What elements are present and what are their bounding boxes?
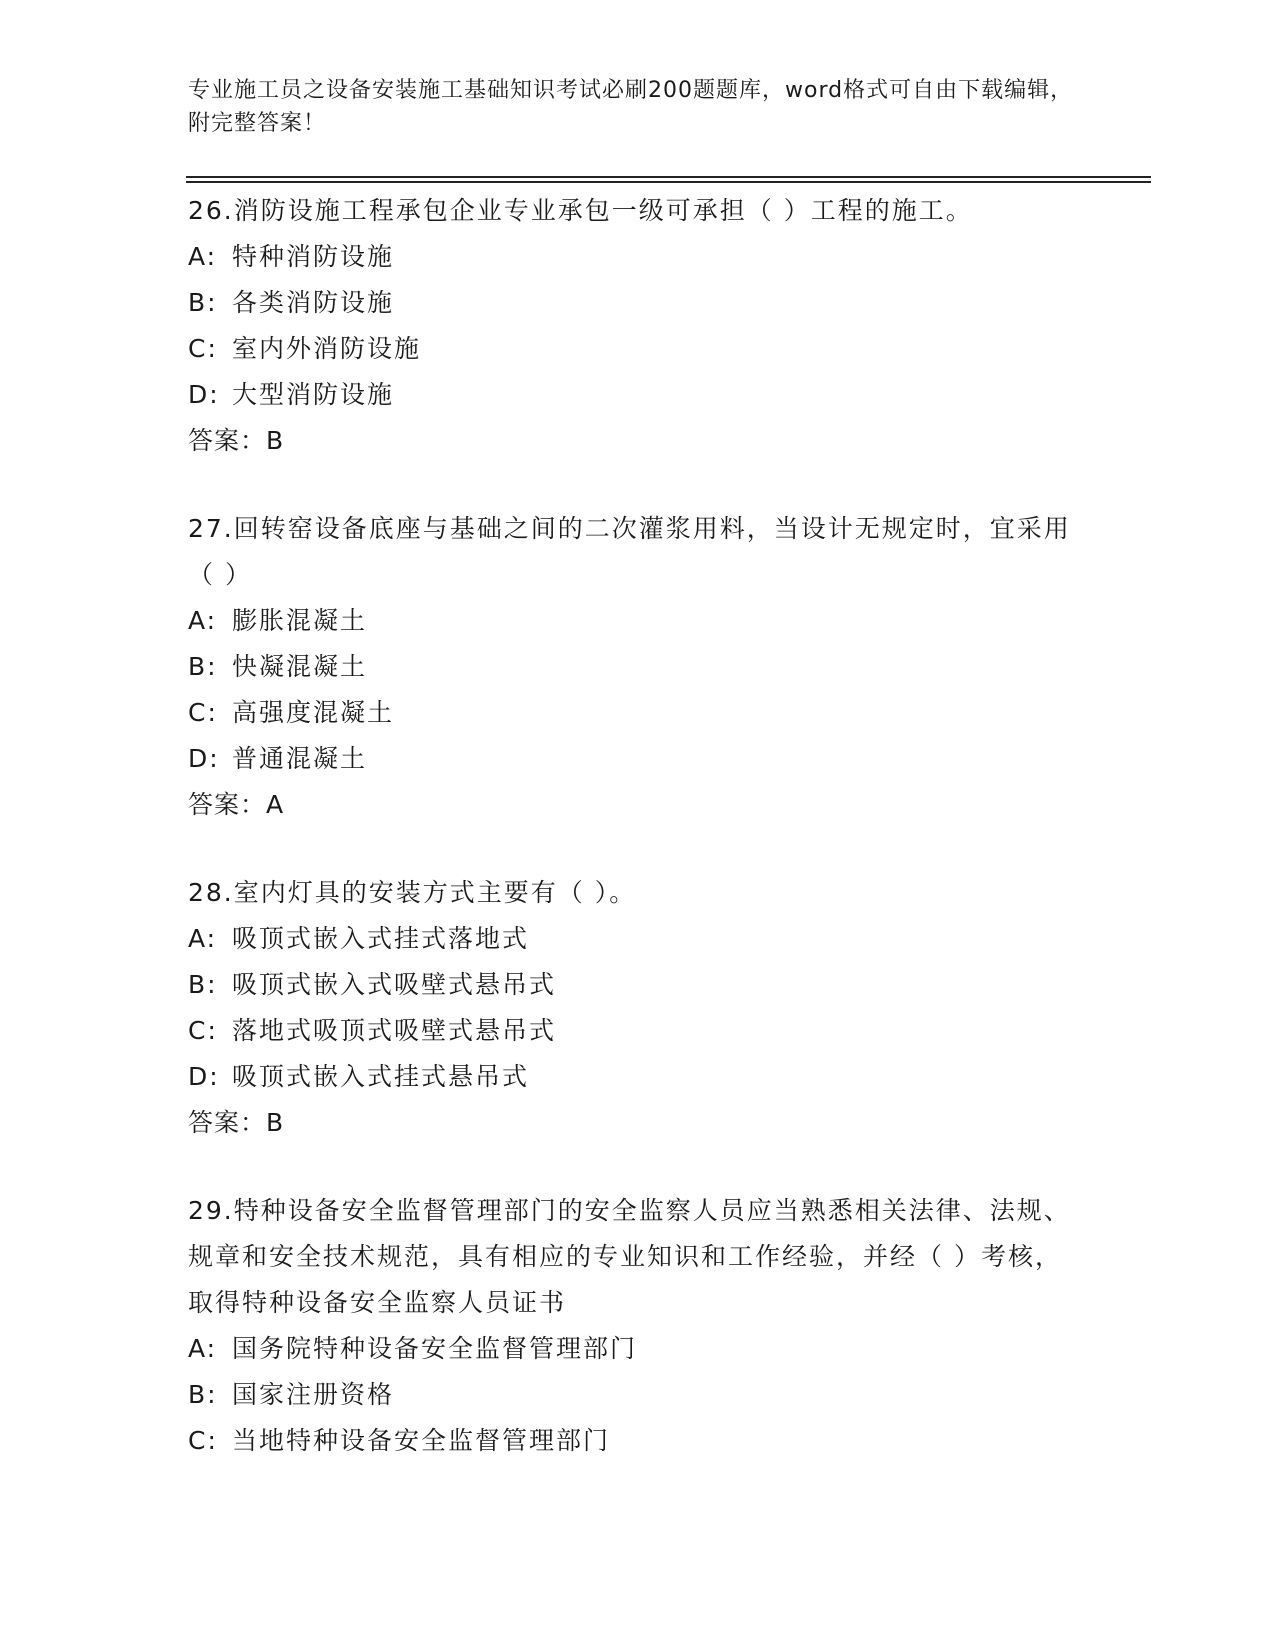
option-d: [188, 1054, 1088, 1100]
option-letter: D:: [188, 744, 220, 773]
option-letter: B:: [188, 652, 218, 681]
option-d: [188, 372, 1088, 418]
option-b: [188, 280, 1088, 326]
option-letter: A:: [188, 606, 218, 635]
option-letter: B:: [188, 288, 218, 317]
option-c: [188, 326, 1088, 372]
option-text: 吸顶式嵌入式吸壁式悬吊式: [232, 970, 557, 999]
option-text: 国务院特种设备安全监督管理部门: [232, 1334, 638, 1363]
header-divider-bottom: [186, 181, 1151, 183]
question-stem: 29.特种设备安全监督管理部门的安全监察人员应当熟悉相关法律、法规、规章和安全技术规范，具有相应的专业知识和工作经验，并经（ ）考核，取得特种设备安全监察人员证书: [188, 1196, 1071, 1317]
option-letter: D:: [188, 1062, 220, 1091]
question-stem: 26.消防设施工程承包企业专业承包一级可承担（ ）工程的施工。: [188, 196, 973, 225]
option-text: 国家注册资格: [232, 1380, 395, 1409]
option-letter: C:: [188, 1016, 218, 1045]
option-c: [188, 1418, 1088, 1464]
question-29: [188, 1188, 1088, 1464]
question-stem: 27.回转窑设备底座与基础之间的二次灌浆用料，当设计无规定时，宜采用（ ）: [188, 514, 1071, 589]
document-header: 专业施工员之设备安装施工基础知识考试必刷200题题库，word格式可自由下载编辑，附完整答案！: [188, 78, 1074, 136]
option-letter: A:: [188, 242, 218, 271]
option-letter: B:: [188, 1380, 218, 1409]
option-d: [188, 736, 1088, 782]
option-text: 快凝混凝土: [232, 652, 368, 681]
question-27: [188, 506, 1088, 828]
header-divider-top: [186, 176, 1151, 178]
option-text: 室内外消防设施: [232, 334, 422, 363]
option-text: 普通混凝土: [232, 744, 368, 773]
option-b: [188, 644, 1088, 690]
option-b: [188, 962, 1088, 1008]
option-text: 膨胀混凝土: [232, 606, 368, 635]
option-text: 落地式吸顶式吸壁式悬吊式: [232, 1016, 557, 1045]
option-b: [188, 1372, 1088, 1418]
option-a: [188, 598, 1088, 644]
option-c: [188, 690, 1088, 736]
option-a: [188, 1326, 1088, 1372]
option-c: [188, 1008, 1088, 1054]
question-26: [188, 188, 1088, 464]
option-text: 吸顶式嵌入式挂式悬吊式: [232, 1062, 530, 1091]
option-letter: C:: [188, 698, 218, 727]
option-text: 大型消防设施: [232, 380, 395, 409]
option-letter: C:: [188, 1426, 218, 1455]
option-text: 高强度混凝土: [232, 698, 395, 727]
answer-line: 答案：B: [188, 426, 285, 455]
option-letter: B:: [188, 970, 218, 999]
option-letter: A:: [188, 1334, 218, 1363]
option-letter: A:: [188, 924, 218, 953]
option-text: 吸顶式嵌入式挂式落地式: [232, 924, 530, 953]
option-text: 特种消防设施: [232, 242, 395, 271]
answer-line: 答案：B: [188, 1108, 285, 1137]
question-list: [188, 188, 1088, 1506]
option-letter: C:: [188, 334, 218, 363]
option-text: 当地特种设备安全监督管理部门: [232, 1426, 611, 1455]
option-letter: D:: [188, 380, 220, 409]
option-text: 各类消防设施: [232, 288, 395, 317]
question-stem: 28.室内灯具的安装方式主要有（ ）。: [188, 878, 637, 907]
question-28: [188, 870, 1088, 1146]
option-a: [188, 234, 1088, 280]
option-a: [188, 916, 1088, 962]
answer-line: 答案：A: [188, 790, 285, 819]
